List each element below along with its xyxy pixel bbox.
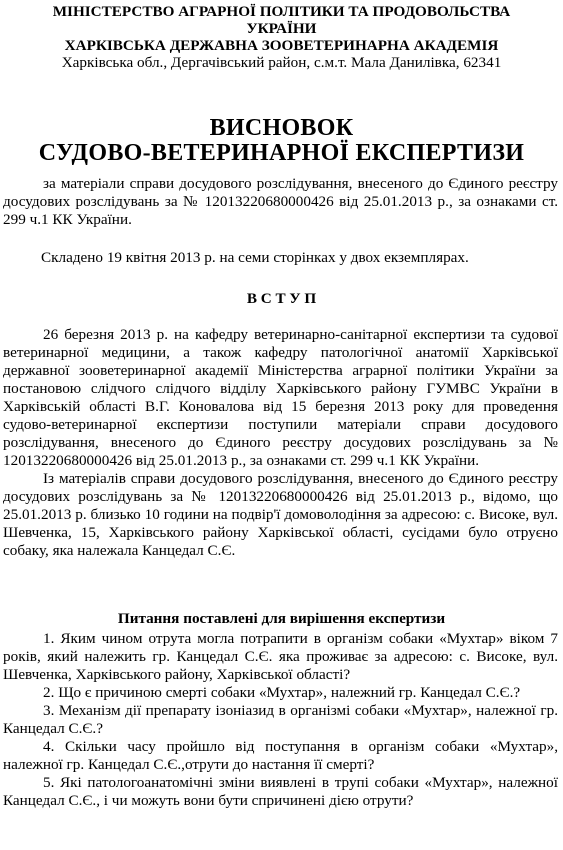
question-item: 1. Яким чином отрута могла потрапити в організм собаки «Мухтар» віком 7 років, який належить гр. Канцедал С.Є. яка проживає за адресою: с. Високе, вул. Шевченка, Харківського району, Харківської області? [3,630,558,683]
document-title [0,116,563,166]
title-line2: СУДОВО-ВЕТЕРИНАРНОЇ ЕКСПЕРТИЗИ [38,140,525,166]
composed-line: Складено 19 квітня 2013 р. на семи сторінках у двох екземплярах. [41,249,469,266]
question-item: 5. Які патологоанатомічні зміни виявлені в трупі собаки «Мухтар», належної Канцедал С.Є., і чи можуть вони бути спричинені дією отрути? [3,774,558,809]
intro-paragraph: за матеріали справи досудового розслідування, внесеного до Єдиного реєстру досудових розслідувань за № 12013220680000426 від 25.01.2013 р., за ознаками ст. 299 ч.1 КК України. [3,175,558,228]
document-header [8,3,555,71]
ministry-name-line1: МІНІСТЕРСТВО АГРАРНОЇ ПОЛІТИКИ ТА ПРОДОВОЛЬСТВА [52,3,511,20]
section-heading-intro: В С Т У П [246,290,317,307]
questions-list [3,630,558,810]
question-item: 2. Що є причиною смерті собаки «Мухтар», належний гр. Канцедал С.Є.? [43,684,521,701]
academy-name: ХАРКІВСЬКА ДЕРЖАВНА ЗООВЕТЕРИНАРНА АКАДЕМІЯ [64,37,499,54]
academy-address: Харківська обл., Дергачівський район, с.м.т. Мала Данилівка, 62341 [61,54,502,71]
intro-paragraph-2: Із матеріалів справи досудового розслідування, внесеного до Єдиного реєстру досудових розслідувань за № 12013220680000426 від 25.01.2013 р., відомо, що 25.01.2013 р. близько 10 години на подвір'ї домоволодіння за адресою: с. Високе, вул. Шевченка, 15, Харківського району Харківської області, сусідами було отруєно собаку, яка належала Канцедал С.Є. [3,470,558,559]
question-item: 3. Механізм дії препарату ізоніазид в організмі собаки «Мухтар», належної гр. Канцедал С.Є.? [3,702,558,737]
ministry-name-line2: УКРАЇНИ [246,20,317,37]
intro-section-body [3,326,558,560]
questions-heading: Питання поставлені для вирішення експертизи [117,610,446,627]
intro-paragraph-1: 26 березня 2013 р. на кафедру ветеринарно-санітарної експертизи та судової ветеринарної медицини, а також кафедру патологічної анатомії Харківської державної зооветеринарної академії Міністерства аграрної політики України за постановою слідчого слідчого відділу Харківського району ГУМВС України в Харківській області В.Г. Коновалова від 15 березня 2013 року для проведення судово-ветеринарної експертизи поступили матеріали справи досудового розслідування, внесеного до Єдиного реєстру досудових розслідувань за № 12013220680000426 від 25.01.2013 р., за ознаками ст. 299 ч.1 КК України. [3,326,558,469]
title-line1: ВИСНОВОК [209,115,354,141]
question-item: 4. Скільки часу пройшло від поступання в організм собаки «Мухтар», належної гр. Канцедал С.Є.,отрути до настання її смерті? [3,738,558,773]
